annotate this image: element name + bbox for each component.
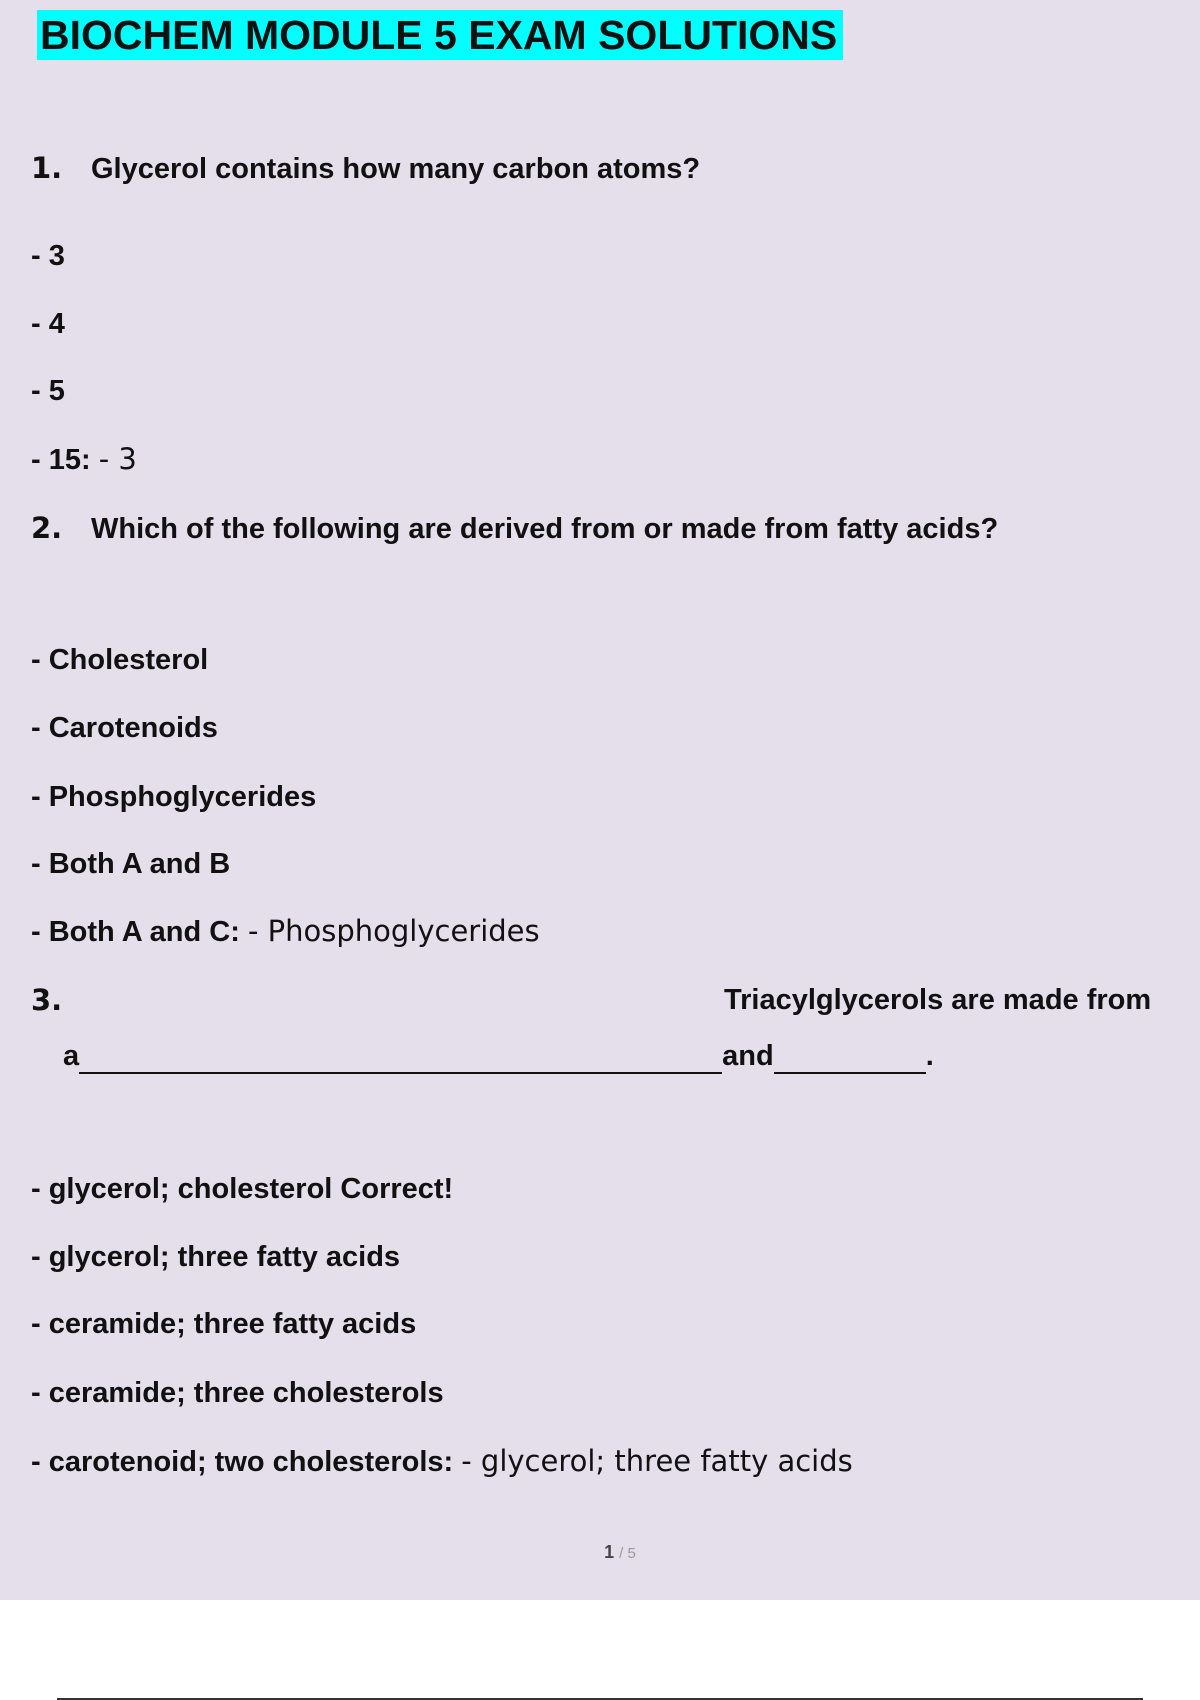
question-3-number: 3. (31, 983, 63, 1017)
q3-option-a: - glycerol; cholesterol Correct! (31, 1173, 454, 1205)
q1-option-d (31, 441, 137, 478)
q1-option-c: - 5 (31, 375, 65, 407)
page-indicator (0, 1542, 1200, 1563)
q2-option-d: - Both A and B (31, 848, 231, 880)
fill-blank-2 (774, 1039, 926, 1074)
q3-answer: - glycerol; three fatty acids (461, 1444, 853, 1478)
question-3-text: Triacylglycerols are made from (724, 984, 1152, 1016)
q1-answer: - 3 (98, 442, 137, 476)
q2-option-c: - Phosphoglycerides (31, 781, 317, 813)
q1-option-a: - 3 (31, 240, 65, 272)
q3-option-c: - ceramide; three fatty acids (31, 1308, 417, 1340)
q3-option-e (31, 1443, 853, 1480)
option-label: - carotenoid; two cholesterols: (31, 1446, 454, 1478)
blank-end: . (925, 1040, 934, 1072)
q2-answer: - Phosphoglycerides (247, 914, 540, 948)
question-2 (31, 510, 998, 547)
q2-option-a: - Cholesterol (31, 644, 209, 676)
q3-option-d: - ceramide; three cholesterols (31, 1377, 444, 1409)
blank-prefix: a (63, 1040, 80, 1072)
current-page: 1 (604, 1542, 615, 1562)
blank-and: and (722, 1040, 774, 1072)
question-3-blanks (63, 1038, 934, 1074)
fill-blank-1 (79, 1039, 722, 1074)
q1-option-b: - 4 (31, 308, 65, 340)
question-1 (31, 150, 700, 187)
question-number: 1. (31, 151, 63, 185)
option-label: - Both A and C: (31, 916, 240, 948)
total-pages: / 5 (619, 1545, 636, 1562)
option-label: - 15: (31, 444, 91, 476)
q2-option-e (31, 913, 540, 950)
question-number: 2. (31, 511, 63, 545)
document-title: BIOCHEM MODULE 5 EXAM SOLUTIONS (37, 10, 843, 60)
q2-option-b: - Carotenoids (31, 712, 218, 744)
q3-option-b: - glycerol; three fatty acids (31, 1241, 401, 1273)
question-text: Which of the following are derived from or made from fatty acids? (91, 513, 999, 545)
question-text: Glycerol contains how many carbon atoms? (91, 153, 701, 185)
